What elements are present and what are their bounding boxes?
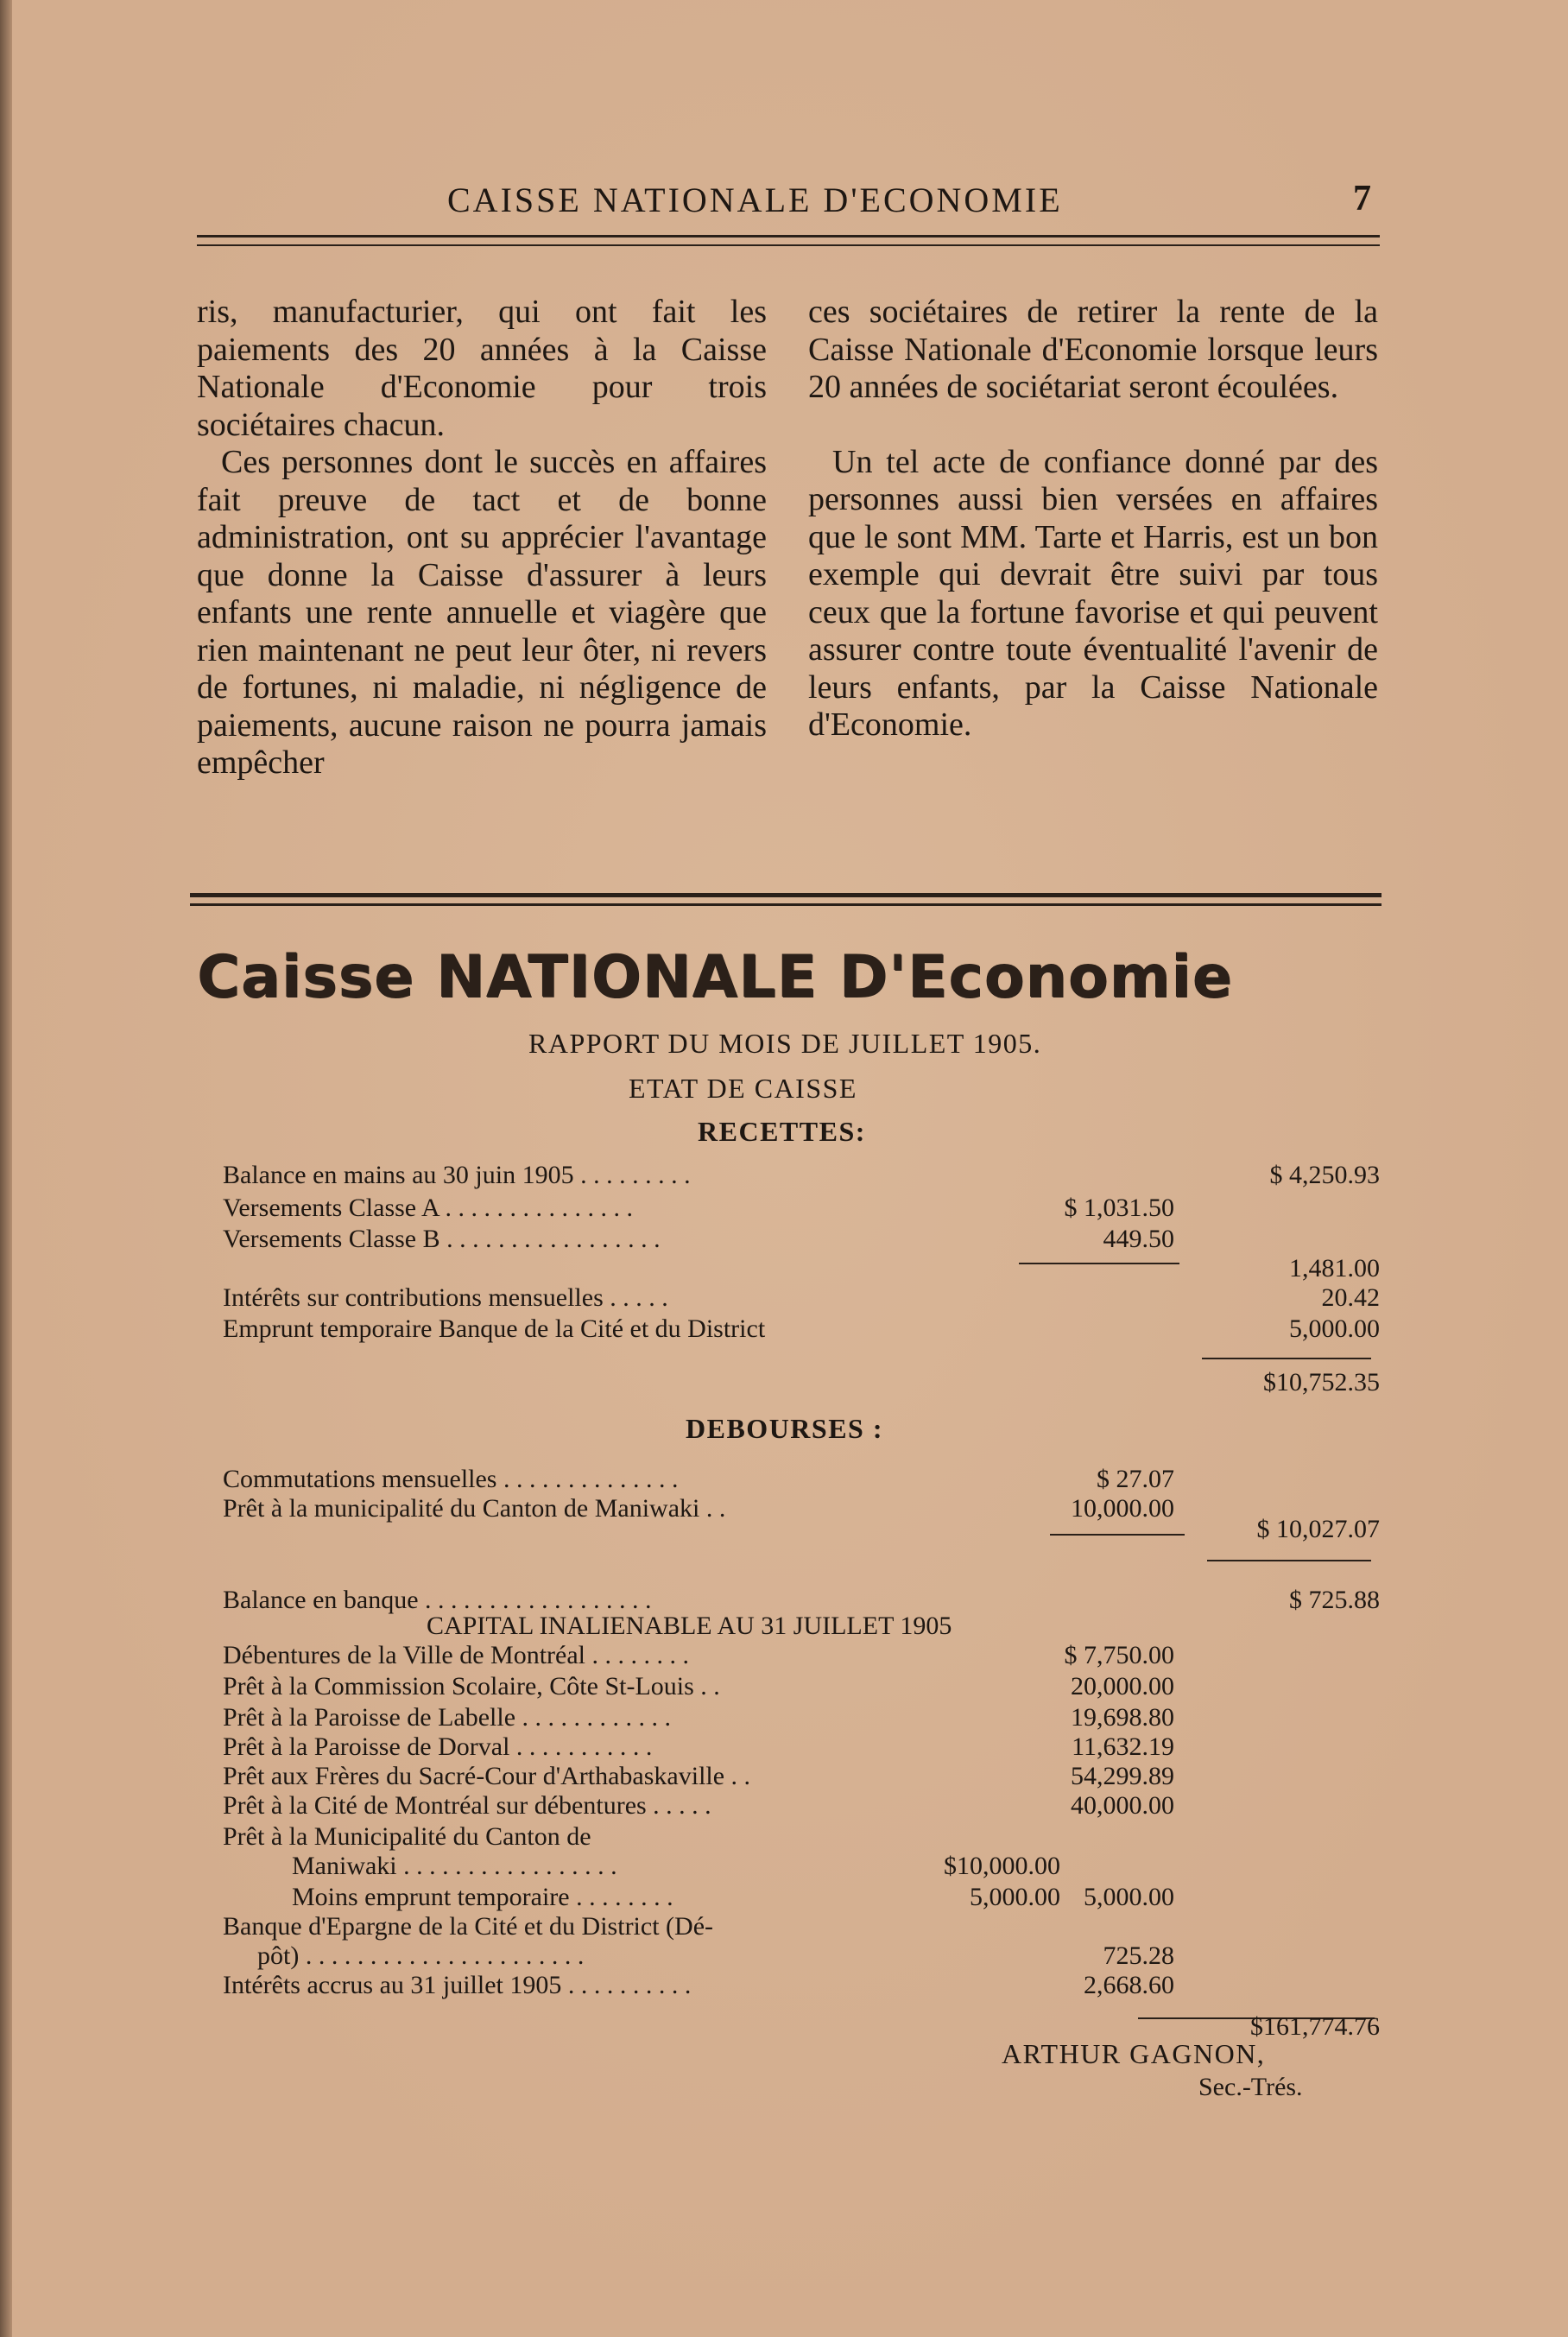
article-paragraph: Un tel acte de confiance donné par des personnes aussi bien versées en affaires que le sont MM. Tarte et Harris, est un bon exemple qui devrait être suivi par tous ceux que la fortune favorise et qui peuvent assurer contre toute éventualité l'avenir de leurs enfants, par la Caisse Nationale d'Economie. [808, 443, 1378, 743]
ledger-amount: 5,000.00 [1084, 1883, 1174, 1911]
ledger-label: Maniwaki . . . . . . . . . . . . . . . . . [292, 1852, 617, 1880]
article-paragraph: Ces personnes dont le succès en affaires fait preuve de tact et de bonne administration, ont su apprécier l'avantage que donne la Caisse d'assurer à leurs enfants une rente annuelle et viagère que rien maintenant ne peut leur ôter, ni revers de fortunes, ni maladie, ni négligence de paiements, aucune raison ne pourra jamais empêcher [197, 444, 767, 781]
article-left-column [197, 294, 767, 782]
ledger-grand-total: $161,774.76 [1250, 2012, 1380, 2041]
capital-title: CAPITAL INALIENABLE AU 31 JUILLET 1905 [427, 1612, 952, 1640]
state-title: ETAT DE CAISSE [629, 1073, 857, 1104]
ledger-total: 1,481.00 [1289, 1254, 1380, 1282]
ledger-label: Prêt à la Municipalité du Canton de [223, 1822, 591, 1851]
ledger-amount: 54,299.89 [1071, 1762, 1174, 1790]
running-title: CAISSE NATIONALE D'ECONOMIE [447, 180, 1063, 219]
masthead-text: Caisse NATIONALE D'Economie [197, 943, 1233, 1011]
report-title: RAPPORT DU MOIS DE JUILLET 1905. [528, 1028, 1042, 1059]
recettes-title: RECETTES: [698, 1116, 866, 1147]
ledger-total: 5,000.00 [1289, 1314, 1380, 1343]
ledger-amount: $ 27.07 [1097, 1465, 1174, 1493]
ledger-label: Commutations mensuelles . . . . . . . . . . . . . . [223, 1465, 679, 1493]
ledger-label: Intérêts sur contributions mensuelles . . . . . [223, 1283, 668, 1312]
ledger-amount: 20,000.00 [1071, 1672, 1174, 1700]
ledger-label: Prêt à la Commission Scolaire, Côte St-Louis . . [223, 1672, 720, 1700]
ledger-amount: 11,632.19 [1072, 1732, 1174, 1761]
ledger-row [223, 1883, 1380, 1916]
ledger-row [223, 1791, 1380, 1824]
ledger-label: Emprunt temporaire Banque de la Cité et du District [223, 1314, 766, 1343]
ledger-label: Débentures de la Ville de Montréal . . . . . . . . [223, 1641, 689, 1669]
ledger-total: 20.42 [1321, 1283, 1380, 1312]
ledger-row [223, 1194, 1380, 1226]
ledger-label: Prêt à la Cité de Montréal sur débentures . . . . . [223, 1791, 711, 1820]
ledger-label: Prêt à la municipalité du Canton de Maniwaki . . [223, 1494, 726, 1523]
ledger-row [223, 1732, 1380, 1765]
ledger-row [223, 1225, 1380, 1257]
header-rule [197, 244, 1380, 246]
article-paragraph: ris, manufacturier, qui ont fait les paiements des 20 années à la Caisse Nationale d'Economie pour trois sociétaires chacun. [197, 294, 767, 443]
ledger-amount: 19,698.80 [1071, 1703, 1174, 1732]
ledger-amount: 10,000.00 [1071, 1494, 1174, 1523]
debourses-title: DEBOURSES : [686, 1413, 883, 1444]
section-divider [190, 903, 1381, 906]
ledger-total: $10,752.35 [1263, 1368, 1380, 1396]
ledger-amount: 725.28 [1103, 1941, 1174, 1970]
ledger-row [223, 1254, 1380, 1287]
ledger-amount: 40,000.00 [1071, 1791, 1174, 1820]
ledger-row [223, 1971, 1380, 2004]
ledger-row [223, 1822, 1380, 1855]
ledger-amount: 449.50 [1103, 1225, 1174, 1253]
ledger-row [223, 1703, 1380, 1736]
article-right-column [808, 294, 1378, 744]
ledger-row [223, 1515, 1380, 1548]
ledger-label: Balance en mains au 30 juin 1905 . . . . . . . . . [223, 1161, 691, 1189]
ledger-label: Banque d'Epargne de la Cité et du District (Dé- [223, 1912, 714, 1941]
ledger-row [223, 1283, 1380, 1316]
page-number: 7 [1353, 179, 1371, 218]
ledger-label: pôt) . . . . . . . . . . . . . . . . . . . . . . [257, 1941, 585, 1970]
capital-title-row [223, 1612, 1380, 1644]
ledger-row [223, 2000, 1380, 2041]
total-rule [1202, 1358, 1371, 1359]
ledger-row [223, 1465, 1380, 1498]
article-paragraph: ces sociétaires de retirer la rente de la Caisse Nationale d'Economie lorsque leurs 20 années de sociétariat seront écoulées. [808, 294, 1378, 405]
ledger-subamount: 5,000.00 [970, 1883, 1060, 1911]
ledger-amount: $ 7,750.00 [1064, 1641, 1174, 1669]
running-head [197, 178, 1388, 230]
article-columns [197, 294, 1380, 881]
page-binding-edge [0, 0, 12, 2337]
total-rule [1207, 1560, 1371, 1561]
ledger-total: $ 10,027.07 [1256, 1515, 1380, 1543]
ledger-total: $ 4,250.93 [1269, 1161, 1380, 1189]
ledger-row [223, 1912, 1380, 1945]
ledger-row [223, 1641, 1380, 1674]
ledger-label: Intérêts accrus au 31 juillet 1905 . . . . . . . . . . [223, 1971, 692, 1999]
ledger-row [223, 1161, 1380, 1194]
section-divider [190, 893, 1381, 897]
ledger-label: Balance en banque . . . . . . . . . . . . . . . . . . [223, 1586, 652, 1614]
ledger-label: Prêt aux Frères du Sacré-Cour d'Arthabaskaville . . [223, 1762, 751, 1790]
ledger-amount: 2,668.60 [1084, 1971, 1174, 1999]
ledger-label: Prêt à la Paroisse de Dorval . . . . . . . . . . . [223, 1732, 653, 1761]
ledger-label: Versements Classe A . . . . . . . . . . . . . . . [223, 1194, 633, 1222]
ledger-row [223, 1941, 1380, 1974]
ledger-total: $ 725.88 [1289, 1586, 1380, 1614]
ledger-amount: $ 1,031.50 [1064, 1194, 1174, 1222]
ledger-label: Versements Classe B . . . . . . . . . . . . . . . . . [223, 1225, 661, 1253]
ledger-subamount: $10,000.00 [944, 1852, 1060, 1880]
ledger-row [223, 1852, 1380, 1884]
report-masthead [197, 943, 1388, 1021]
ledger-row [223, 1762, 1380, 1795]
ledger-label: Moins emprunt temporaire . . . . . . . . [292, 1883, 673, 1911]
signature-name: ARTHUR GAGNON, [1002, 2038, 1266, 2069]
ledger-row [223, 1672, 1380, 1705]
signature-title: Sec.-Trés. [1198, 2073, 1303, 2101]
header-rule [197, 235, 1380, 238]
ledger-row [223, 1314, 1380, 1347]
ledger-label: Prêt à la Paroisse de Labelle . . . . . . . . . . . . [223, 1703, 672, 1732]
ledger-row [223, 1368, 1380, 1401]
